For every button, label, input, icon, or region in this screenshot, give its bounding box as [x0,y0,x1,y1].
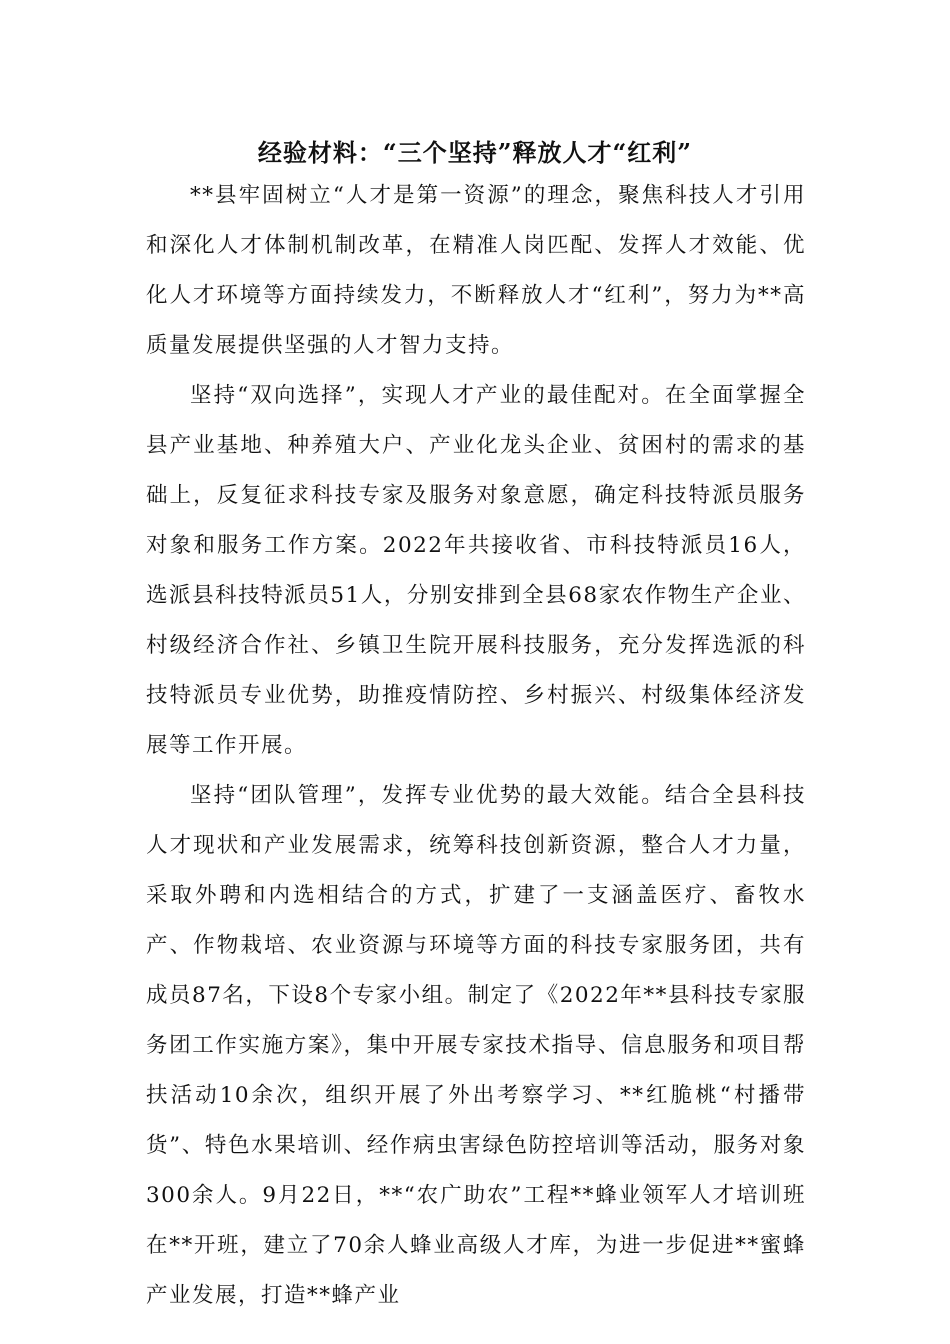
intro-paragraph: **县牢固树立“人才是第一资源”的理念，聚焦科技人才引用和深化人才体制机制改革，在精准人岗匹配、发挥人才效能、优化人才环境等方面持续发力，不断释放人才“红利”，努力为**高质量发展提供坚强的人才智力支持。 [146,183,806,358]
document-body [146,171,806,1321]
team-management-paragraph: 坚持“团队管理”，发挥专业优势的最大效能。结合全县科技人才现状和产业发展需求，统筹科技创新资源，整合人才力量，采取外聘和内选相结合的方式，扩建了一支涵盖医疗、畜牧水产、作物栽培、农业资源与环境等方面的科技专家服务团，共有成员87名，下设8个专家小组。制定了《2022年**县科技专家服务团工作实施方案》，集中开展专家技术指导、信息服务和项目帮扶活动10余次，组织开展了外出考察学习、**红脆桃“村播带货”、特色水果培训、经作病虫害绿色防控培训等活动，服务对象300余人。9月22日，**“农广助农”工程**蜂业领军人才培训班在**开班，建立了70余人蜂业高级人才库，为进一步促进**蜜蜂产业发展，打造**蜂产业 [146,783,806,1308]
two-way-selection-paragraph: 坚持“双向选择”，实现人才产业的最佳配对。在全面掌握全县产业基地、种养殖大户、产业化龙头企业、贫困村的需求的基础上，反复征求科技专家及服务对象意愿，确定科技特派员服务对象和服务工作方案。2022年共接收省、市科技特派员16人，选派县科技特派员51人，分别安排到全县68家农作物生产企业、村级经济合作社、乡镇卫生院开展科技服务，充分发挥选派的科技特派员专业优势，助推疫情防控、乡村振兴、村级集体经济发展等工作开展。 [146,383,806,758]
document-title: 经验材料：“三个坚持”释放人才“红利” [257,138,693,167]
